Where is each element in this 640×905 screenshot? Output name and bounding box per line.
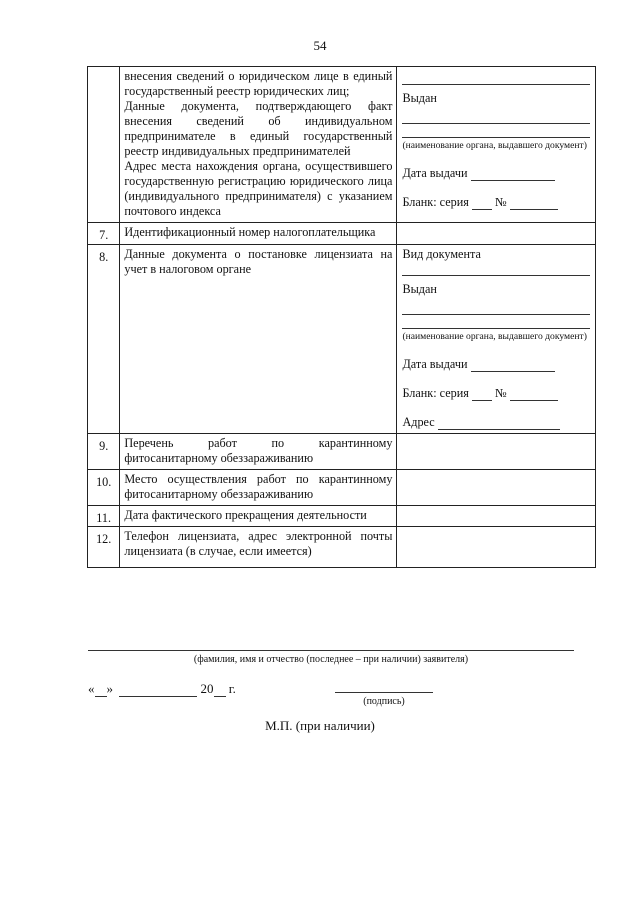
address-field: [402, 415, 590, 430]
blank-line[interactable]: [402, 110, 590, 124]
table-row: [88, 470, 596, 506]
year-suffix: г.: [228, 681, 236, 696]
month-blank[interactable]: [119, 683, 197, 697]
table-row: [88, 527, 596, 568]
address-label: Адрес: [402, 415, 435, 429]
row-description-cell: Перечень работ по карантинному фитосанитарному обеззараживанию: [120, 434, 397, 470]
issue-date-label: Дата выдачи: [402, 166, 468, 180]
year-prefix: 20: [200, 681, 214, 696]
form-series-label: Бланк: серия: [402, 386, 469, 400]
year-blank[interactable]: [214, 683, 226, 697]
seal-note: М.П. (при наличии): [265, 718, 375, 733]
row-value-cell: [397, 245, 596, 434]
table-row: [88, 434, 596, 470]
row-description-cell: Телефон лицензиата, адрес электронной почты лицензиата (в случае, если имеется): [120, 527, 397, 568]
form-series-label: Бланк: серия: [402, 195, 469, 209]
license-data-table: [87, 66, 596, 568]
blank-line[interactable]: [402, 301, 590, 315]
row-value-cell[interactable]: [397, 527, 596, 568]
date-field: [88, 681, 348, 697]
form-series-field: [402, 195, 590, 210]
number-sign: №: [494, 195, 507, 209]
signature-caption: (подпись): [363, 696, 405, 707]
row-value-cell[interactable]: [397, 470, 596, 506]
table-row: [88, 245, 596, 434]
row-number-cell: 7.: [88, 223, 120, 245]
blank-line[interactable]: [402, 262, 590, 276]
row-description-cell: Дата фактического прекращения деятельности: [120, 506, 397, 527]
doc-type-label: Вид документа: [402, 247, 481, 261]
applicant-caption: (фамилия, имя и отчество (последнее – при наличии) заявителя): [193, 654, 469, 665]
series-blank[interactable]: [472, 196, 492, 210]
description-text: Данные документа, подтверждающего факт внесения сведений об индивидуальном предпринимателе в единый государственный реестр индивидуальных предпринимателей: [124, 99, 393, 158]
number-blank[interactable]: [510, 387, 558, 401]
row-value-cell[interactable]: [397, 223, 596, 245]
description-text: внесения сведений о юридическом лице в единый государственный реестр юридических лиц;: [124, 69, 393, 98]
issue-date-blank[interactable]: [471, 358, 555, 372]
table-row: [88, 67, 596, 223]
issue-date-field: [402, 166, 590, 181]
signature-line[interactable]: [335, 692, 433, 693]
date-open-quote: «: [88, 681, 95, 696]
issued-label: Выдан: [402, 91, 437, 105]
number-sign: №: [494, 386, 507, 400]
row-description-cell: Данные документа о постановке лицензиата на учет в налоговом органе: [120, 245, 397, 434]
date-close-quote: »: [106, 681, 113, 696]
row-number-cell: [88, 67, 120, 223]
row-number-cell: 8.: [88, 245, 120, 434]
table-row: [88, 506, 596, 527]
row-value-cell: [397, 67, 596, 223]
blank-line[interactable]: [402, 315, 590, 329]
issued-label: Выдан: [402, 282, 437, 296]
row-number-cell: 10.: [88, 470, 120, 506]
row-number-cell: 9.: [88, 434, 120, 470]
table-row: [88, 223, 596, 245]
page-number: 54: [313, 38, 327, 53]
number-blank[interactable]: [510, 196, 558, 210]
authority-caption: (наименование органа, выдавшего документ): [402, 331, 587, 342]
row-description-cell: Идентификационный номер налогоплательщика: [120, 223, 397, 245]
description-text: Адрес места нахождения органа, осуществившего государственную регистрацию юридического лица (индивидуального предпринимателя) с указанием почтового индекса: [124, 159, 393, 218]
row-value-cell[interactable]: [397, 506, 596, 527]
day-blank[interactable]: [95, 683, 107, 697]
row-number-cell: 11.: [88, 506, 120, 527]
series-blank[interactable]: [472, 387, 492, 401]
row-value-cell[interactable]: [397, 434, 596, 470]
row-description-cell: [120, 67, 397, 223]
issue-date-blank[interactable]: [471, 167, 555, 181]
blank-line[interactable]: [402, 71, 590, 85]
address-blank[interactable]: [438, 416, 560, 430]
authority-caption: (наименование органа, выдавшего документ): [402, 140, 587, 151]
row-description-cell: Место осуществления работ по карантинному фитосанитарному обеззараживанию: [120, 470, 397, 506]
issue-date-label: Дата выдачи: [402, 357, 468, 371]
applicant-name-line[interactable]: [88, 650, 574, 651]
form-series-field: [402, 386, 590, 401]
issue-date-field: [402, 357, 590, 372]
blank-line[interactable]: [402, 124, 590, 138]
row-number-cell: 12.: [88, 527, 120, 568]
